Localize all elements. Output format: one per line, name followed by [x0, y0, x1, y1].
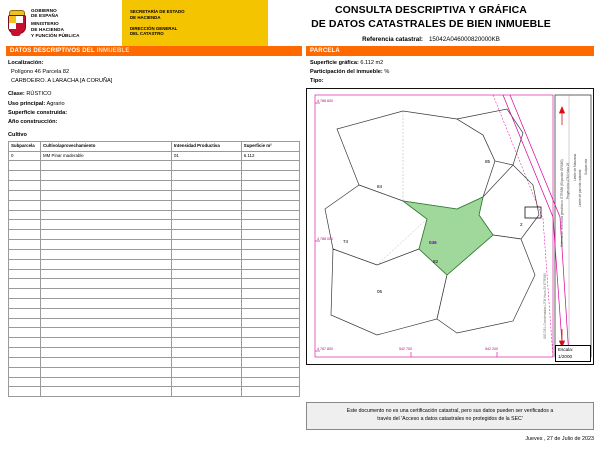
map-coord-bottom-2: 542 200 [485, 346, 498, 351]
government-logo-block [0, 0, 122, 46]
cultivo-label: Cultivo [8, 132, 27, 139]
table-cell-empty [9, 190, 41, 200]
table-row-empty [9, 220, 300, 230]
table-cell-empty [171, 338, 241, 348]
table-cell-empty [41, 318, 172, 328]
table-row-empty [9, 269, 300, 279]
map-vector-layer [307, 89, 593, 364]
gob-line-3: MINISTERIO [31, 21, 59, 27]
legend-note-3: Límite de Manzana [573, 153, 577, 181]
table-cell-empty [241, 210, 299, 220]
table-cell-empty [171, 200, 241, 210]
table-cell-empty [241, 387, 299, 397]
table-cell-empty [41, 299, 172, 309]
table-cell-empty [241, 259, 299, 269]
table-row-empty [9, 377, 300, 387]
table-row-empty [9, 328, 300, 338]
banner-line-3: DIRECCIÓN GENERAL [130, 25, 178, 31]
scale-value: 1/2000 [558, 353, 573, 359]
table-row-empty [9, 259, 300, 269]
table-cell-empty [9, 210, 41, 220]
table-cell-empty [171, 328, 241, 338]
table-cell-empty [41, 200, 172, 210]
disclaimer-line-1: Este documento no es una certificación catastral, pero sus datos pueden ser verificados a [346, 408, 554, 415]
table-cell-empty [9, 269, 41, 279]
superficie-grafica-label: Superficie gráfica: [310, 60, 359, 66]
table-cell-empty [171, 308, 241, 318]
table-cell-empty [9, 200, 41, 210]
table-cell-empty [241, 279, 299, 289]
table-cell-empty [9, 240, 41, 250]
col-subparcela: Subparcela [9, 141, 41, 151]
table-cell-empty [9, 171, 41, 181]
table-cell-empty [9, 230, 41, 240]
map-coord-bottom-1: 542 700 [399, 346, 412, 351]
table-cell-empty [241, 308, 299, 318]
localizacion-line-1: Polígono 46 Parcela 82 [11, 69, 70, 76]
table-cell-empty [41, 357, 172, 367]
table-cell-empty [41, 328, 172, 338]
table-cell-empty [41, 210, 172, 220]
map-coord-left-3: 4 787 800 [317, 346, 333, 351]
cultivo-table [8, 141, 300, 398]
table-cell-empty [171, 289, 241, 299]
descriptive-data-block [6, 56, 302, 397]
table-cell-empty [171, 318, 241, 328]
table-cell: 6.112 [241, 151, 299, 161]
parcel-label-74: 74 [343, 238, 349, 244]
table-cell-empty [171, 299, 241, 309]
document-header [0, 0, 600, 46]
cadastral-map[interactable] [306, 88, 594, 365]
gob-line-2: DE ESPAÑA [31, 13, 59, 19]
title-line-2: DE DATOS CATASTRALES DE BIEN INMUEBLE [311, 18, 551, 30]
parcel-label-046: 046 [429, 239, 437, 245]
table-row-empty [9, 279, 300, 289]
anio-construccion-label: Año construcción: [8, 118, 58, 125]
table-cell-empty [9, 318, 41, 328]
disclaimer-note [306, 402, 594, 430]
section-header-inmueble [6, 46, 302, 56]
clase-value: RÚSTICO [26, 91, 52, 98]
table-cell-empty [171, 357, 241, 367]
localizacion-label: Localización: [8, 60, 44, 66]
section-title-highlight: INMUEBLE [96, 48, 130, 54]
table-cell-empty [9, 289, 41, 299]
table-cell-empty [9, 338, 41, 348]
table-cell-empty [9, 367, 41, 377]
table-row-empty [9, 240, 300, 250]
section-header-parcela: PARCELA [306, 46, 594, 56]
table-cell-empty [41, 338, 172, 348]
table-cell-empty [241, 171, 299, 181]
table-row-empty [9, 308, 300, 318]
table-row-empty [9, 289, 300, 299]
banner-line-1: SECRETARÍA DE ESTADO [130, 9, 185, 15]
table-cell-empty [241, 289, 299, 299]
table-cell-empty [41, 387, 172, 397]
table-cell-empty [241, 240, 299, 250]
table-cell: MM Pinar maderable [41, 151, 172, 161]
table-cell-empty [241, 328, 299, 338]
clase-label: Clase: [8, 91, 25, 98]
disclaimer-line-2: través del 'Acceso a datos catastrales no protegidos de la SEC' [377, 416, 523, 423]
superficie-grafica-value: 6.112 m2 [360, 60, 384, 66]
parcel-info-block [306, 56, 594, 88]
table-cell-empty [41, 308, 172, 318]
banner-line-2: DE HACIENDA [130, 14, 161, 20]
localizacion-line-2: CARBOEIRO. A LARACHA [A CORUÑA] [11, 78, 113, 85]
document-date: Jueves , 27 de Julio de 2023 [525, 435, 594, 442]
table-cell-empty [241, 190, 299, 200]
table-cell-empty [171, 181, 241, 191]
table-row-empty [9, 249, 300, 259]
legend-note-5: Subparcela [584, 158, 588, 175]
table-cell: 01 [171, 151, 241, 161]
table-cell-empty [41, 367, 172, 377]
table-cell-empty [241, 299, 299, 309]
gob-line-5: Y FUNCIÓN PÚBLICA [31, 32, 80, 38]
table-cell-empty [41, 249, 172, 259]
table-cell-empty [171, 387, 241, 397]
table-cell-empty [9, 377, 41, 387]
table-cell-empty [241, 249, 299, 259]
table-cell-empty [41, 181, 172, 191]
table-cell-empty [41, 279, 172, 289]
map-scale-box [555, 345, 591, 361]
uso-value: Agrario [46, 100, 65, 107]
table-row-empty [9, 190, 300, 200]
catastro-banner [122, 0, 268, 46]
table-cell-empty [171, 210, 241, 220]
document-body [0, 46, 600, 397]
table-cell-empty [9, 259, 41, 269]
table-cell-empty [241, 348, 299, 358]
table-cell-empty [171, 161, 241, 171]
table-cell-empty [171, 220, 241, 230]
table-row-empty [9, 181, 300, 191]
col-superficie: Superficie m² [241, 141, 299, 151]
table-cell-empty [41, 161, 172, 171]
table-cell-empty [41, 190, 172, 200]
table-cell-empty [241, 200, 299, 210]
table-cell-empty [241, 161, 299, 171]
legend-note-1: Sistema de referencia geodésico: ETRS89 (Elipsoide GRS80) [560, 159, 564, 247]
table-header-row [9, 141, 300, 151]
parcel-label-84: 84 [377, 183, 383, 189]
legend-note-4: Límite de parcela catastral [578, 169, 582, 207]
descriptive-data-column [6, 46, 302, 397]
table-cell-empty [9, 161, 41, 171]
table-cell-empty [9, 299, 41, 309]
parcel-column [306, 46, 594, 397]
table-cell-empty [9, 279, 41, 289]
table-cell-empty [41, 230, 172, 240]
cadastral-reference [362, 36, 500, 43]
table-cell-empty [9, 348, 41, 358]
table-cell-empty [171, 377, 241, 387]
table-cell-empty [9, 249, 41, 259]
banner-line-4: DEL CATASTRO [130, 31, 164, 37]
table-cell-empty [171, 259, 241, 269]
map-coord-left-1: 4 788 600 [317, 98, 333, 103]
document-title-block [268, 0, 600, 46]
table-row [9, 151, 300, 161]
table-cell-empty [9, 328, 41, 338]
table-row-empty [9, 348, 300, 358]
table-cell-empty [9, 357, 41, 367]
table-cell-empty [41, 259, 172, 269]
table-cell-empty [241, 318, 299, 328]
table-cell-empty [41, 348, 172, 358]
table-cell-empty [171, 171, 241, 181]
table-cell-empty [9, 308, 41, 318]
reference-value: 15042A046000820000KB [428, 36, 500, 44]
table-row-empty [9, 387, 300, 397]
table-cell-empty [171, 269, 241, 279]
table-cell-empty [9, 181, 41, 191]
table-cell-empty [241, 357, 299, 367]
table-cell-empty [171, 348, 241, 358]
legend-note-6: SIG DEL Coordenadas UTM Huso 29 ETRS89 [543, 272, 547, 339]
participacion-value: % [384, 68, 390, 75]
table-cell-empty [171, 240, 241, 250]
section-title-plain: DATOS DESCRIPTIVOS DEL [10, 48, 97, 54]
table-cell-empty [241, 181, 299, 191]
table-cell-empty [171, 230, 241, 240]
table-row-empty [9, 338, 300, 348]
table-cell-empty [41, 269, 172, 279]
table-cell-empty [41, 377, 172, 387]
table-cell-empty [41, 240, 172, 250]
table-cell-empty [171, 367, 241, 377]
parcel-label-2: 2 [520, 221, 523, 227]
legend-note-2: Proyección UTM Huso 29 [566, 162, 570, 199]
table-cell-empty [171, 249, 241, 259]
participacion-label: Participación del inmueble: [310, 68, 383, 75]
uso-label: Uso principal: [8, 100, 46, 107]
table-row-empty [9, 318, 300, 328]
ministry-text [31, 8, 80, 39]
table-cell-empty [241, 220, 299, 230]
table-cell-empty [241, 338, 299, 348]
table-cell-empty [171, 190, 241, 200]
title-line-1: CONSULTA DESCRIPTIVA Y GRÁFICA [334, 3, 527, 16]
col-intensidad: Intensidad Productiva [171, 141, 241, 151]
table-row-empty [9, 230, 300, 240]
superficie-construida-label: Superficie construida: [8, 109, 68, 116]
scale-label: Escala: [558, 347, 574, 353]
parcel-label-82: 82 [433, 258, 439, 264]
table-cell-empty [9, 387, 41, 397]
table-row-empty [9, 171, 300, 181]
table-row-empty [9, 357, 300, 367]
table-cell-empty [241, 377, 299, 387]
table-row-empty [9, 200, 300, 210]
table-cell-empty [41, 171, 172, 181]
map-coord-left-2: 4 788 000 [317, 236, 333, 241]
table-cell-empty [9, 220, 41, 230]
table-row-empty [9, 299, 300, 309]
table-row-empty [9, 367, 300, 377]
parcel-label-05: 05 [377, 288, 383, 294]
parcel-label-85: 85 [485, 158, 491, 164]
table-cell-empty [241, 367, 299, 377]
table-cell-empty [41, 289, 172, 299]
table-cell: 0 [9, 151, 41, 161]
gob-line-1: GOBIERNO [31, 7, 57, 13]
gob-line-4: DE HACIENDA [31, 26, 65, 32]
table-cell-empty [241, 269, 299, 279]
reference-label: Referencia catastral: [362, 36, 423, 44]
table-row-empty [9, 210, 300, 220]
table-row-empty [9, 161, 300, 171]
table-cell-empty [241, 230, 299, 240]
table-cell-empty [171, 279, 241, 289]
col-cultivo: Cultivo/aprovechamiento [41, 141, 172, 151]
coat-of-arms-icon [6, 10, 26, 36]
table-cell-empty [41, 220, 172, 230]
tipo-label: Tipo: [310, 77, 324, 84]
